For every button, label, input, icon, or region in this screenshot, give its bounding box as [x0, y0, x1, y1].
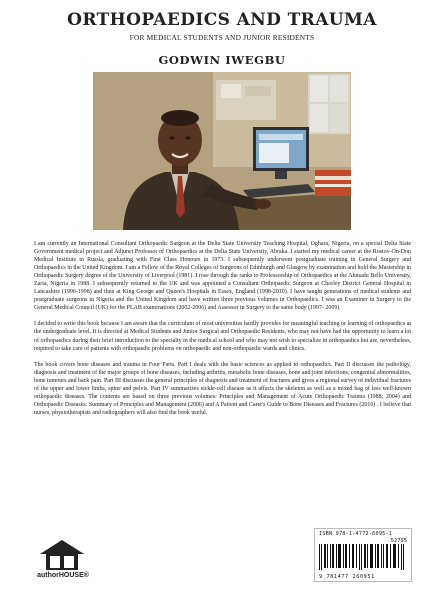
isbn-label: ISBN 978-1-4772-6095-1 [319, 531, 393, 537]
blurb-paragraph: The book covers bone diseases and trauma in Four Parts. Part I deals with the basic sciences as applied to orthopaedics. Part II discusses the pathology, diagnosis and treatment of the major groups of bone diseases, including arthritis, metabolic bone diseases, bone and joint infections, congenital abnormalities, bone tumours and back pain. Part III discusses the general principles of diagnosis and treatment of fractures and gives a regional survey of individual fractures of the upper and lower limbs, spine and pelvis. Part IV summarizes sickle-cell disease as it affects the skeleton as well as a mixed bag of less well-known orthopaedic diseases. The contents are based on three previous volumes: Principles and Management of Acute Orthopaedic Trauma (1988; 2004) and Orthopaedic Diseases: Summary of Principles and Management (2006) and A Patient and Carer's Guide to Bone Diseases and Fractures (2010) . I believe that nurses, physiotherapists and radiographers will also find the book useful. [34, 361, 411, 416]
barcode-number: 9 781477 260951 [319, 574, 375, 580]
isbn-barcode [314, 528, 412, 582]
author-photo-illustration [93, 72, 351, 230]
book-title: ORTHOPAEDICS AND TRAUMA [67, 10, 377, 30]
barcode-bars [319, 544, 407, 570]
publisher-logo [32, 538, 92, 586]
blurb-paragraph: I decided to write this book because I am aware that the curriculum of most universities hardly provides for meaningful teaching or learning of orthopaedics at the undergraduate level. It is directed at Medical Students and Junior Surgical and Orthopaedic Residents, who may not have had the opportunity to learn a lot of orthopaedics during their brief introduction to the specialty in the medical school and who may not wish to specialize in orthopaedics but are, nevertheless, required to take care of patients with orthopaedic problems on orthopaedic and non-orthopaedic wards and clinics. [34, 321, 411, 352]
book-subtitle: FOR MEDICAL STUDENTS AND JUNIOR RESIDENTS [129, 33, 315, 42]
author-photo [93, 72, 351, 230]
publisher-name: authorHOUSE® [37, 572, 89, 579]
price-code: 52795 [390, 538, 407, 544]
house-book-icon [32, 538, 92, 572]
blurb-paragraph: I am currently an International Consultant Orthopaedic Surgeon at the Delta State University Teaching Hospital, Oghara, Nigeria, on a special Delta State Government medical project and Adjunct Professor of Orthopaedics at the Delta State University, Abraka. I started my medical career at the Rostov-On-Don Medical Institute in Russia, graduating with First Class Honours in 1973. I subsequently underwent postgraduate training in General Surgery and Orthopaedics in the United Kingdom. I am a Fellow of the Royal Colleges of Surgeons of Edinburgh and Glasgow by examination and hold the Mastership in Orthopaedic Surgery degree of the University of Liverpool (1981). I rose through the ranks to Professorship of Orthopaedics at the Ahmadu Bello University, Zaria, Nigeria in 1988. I subsequently returned to the UK and was appointed a Consultant Orthopaedic Surgeon at Chorley District General Hospital in Lancashire (1996-1998) and then at King George and Queen's Hospitals in Essex, England (1998-2010). I have taught generations of medical students and postgraduate surgeons in Nigeria and the United Kingdom and have written three previous volumes in Orthopaedics. I was an Examiner in Surgery to the General Medical Council (UK) for the PLAB examinations (2002-2006) and Assessor in Surgery to the same body (1997- 2009). [34, 241, 411, 312]
author-biography-and-blurb [34, 240, 411, 425]
author-name: GODWIN IWEGBU [158, 53, 286, 67]
